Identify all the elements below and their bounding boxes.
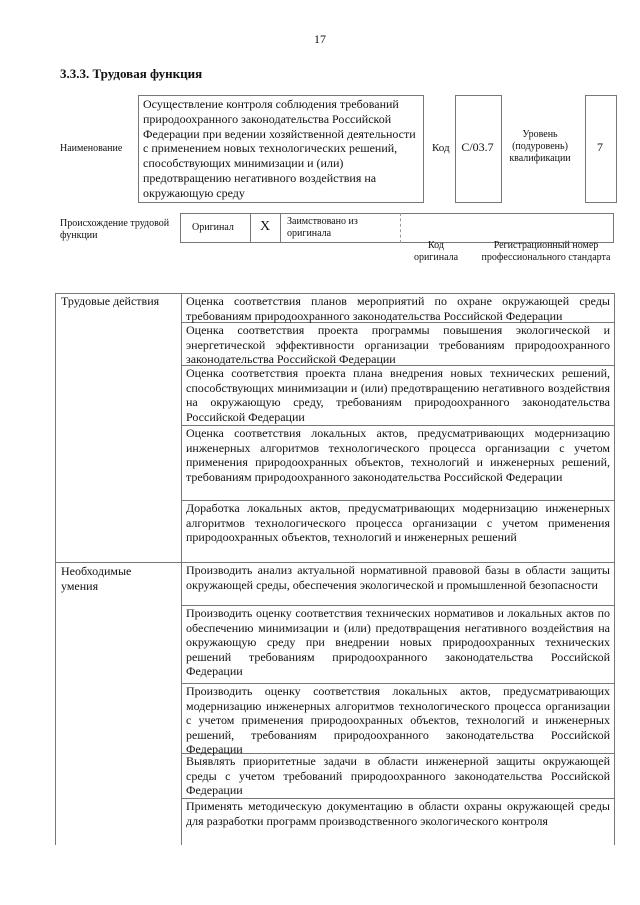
labor-action-3: Оценка соответствия проекта плана внедрения новых технических решений, способствующих минимизации и (или) предотвращению негативного воздействия на окружающую среду, требованиям природоохранного законодательства Российской Федерации [186, 366, 610, 424]
original-mark: X [259, 219, 271, 234]
page-number: 17 [314, 32, 326, 46]
skill-2: Производить оценку соответствия технических нормативов и локальных актов по обеспечению минимизации и (или) предотвращения негативного воздействия на окружающую среду при внедрении новых природоохранных технических решений требованиям природоохранного законодательства Российской Федерации [186, 606, 610, 679]
labor-action-2: Оценка соответствия проекта программы повышения экологической и энергетической эффективности организации требованиям природоохранного законодательства Российской Федерации [186, 323, 610, 367]
skill-4: Выявлять приоритетные задачи в области инженерной защиты окружающей среды с учетом требований природоохранного законодательства Российской Федерации [186, 754, 610, 798]
skill-1: Производить анализ актуальной нормативной правовой базы в области защиты окружающей среды, обеспечения экологической и промышленной безопасности [186, 563, 610, 592]
borrowed-label: Заимствовано из оригинала [287, 216, 358, 239]
regnum-caption: Регистрационный номер профессионального стандарта [481, 240, 611, 263]
code-label: Код [432, 142, 450, 154]
section-title: 3.3.3. Трудовая функция [60, 66, 203, 81]
skill-3: Производить оценку соответствия локальных актов, предусматривающих модернизацию инженерных алгоритмов технологического процесса организации с учетом применения природоохранных объектов, технологий и инженерных решений, требованиям природоохранного законодательства Российской Федерации [186, 684, 610, 757]
labor-action-1: Оценка соответствия планов мероприятий по охране окружающей среды требованиям природоохранного законодательства Российской Федерации [186, 294, 610, 323]
origin-box [180, 213, 614, 243]
code-value: C/03.7 [461, 140, 494, 154]
origin-label: Происхождение трудовой функции [60, 218, 170, 241]
labor-action-5: Доработка локальных актов, предусматривающих модернизацию инженерных алгоритмов технологического процесса организации с учетом применения природоохранных объектов, технологий и инженерных решений [186, 501, 610, 545]
labor-action-4: Оценка соответствия локальных актов, предусматривающих модернизацию инженерных алгоритмов технологического процесса организации с учетом применения природоохранных объектов, технологий и инженерных решений, требованиям природоохранного законодательства Российской Федерации [186, 426, 610, 484]
code-original-caption: Код оригинала [413, 240, 459, 263]
level-value: 7 [597, 140, 603, 154]
original-label: Оригинал [192, 222, 234, 233]
name-label: Наименование [60, 143, 123, 154]
level-label: Уровень (подуровень) квалификации [509, 129, 571, 164]
labor-actions-label: Трудовые действия [61, 294, 160, 308]
skills-label: Необходимые умения [61, 564, 132, 593]
name-text: Осуществление контроля соблюдения требований природоохранного законодательства Российской Федерации при ведении хозяйственной деятельности с применением новых технологических решений, способствующих минимизации и (или) предотвращению негативного воздействия на окружающую среду [143, 97, 416, 200]
skill-5: Применять методическую документацию в области охраны окружающей среды для разработки программ производственного экологического контроля [186, 799, 610, 828]
